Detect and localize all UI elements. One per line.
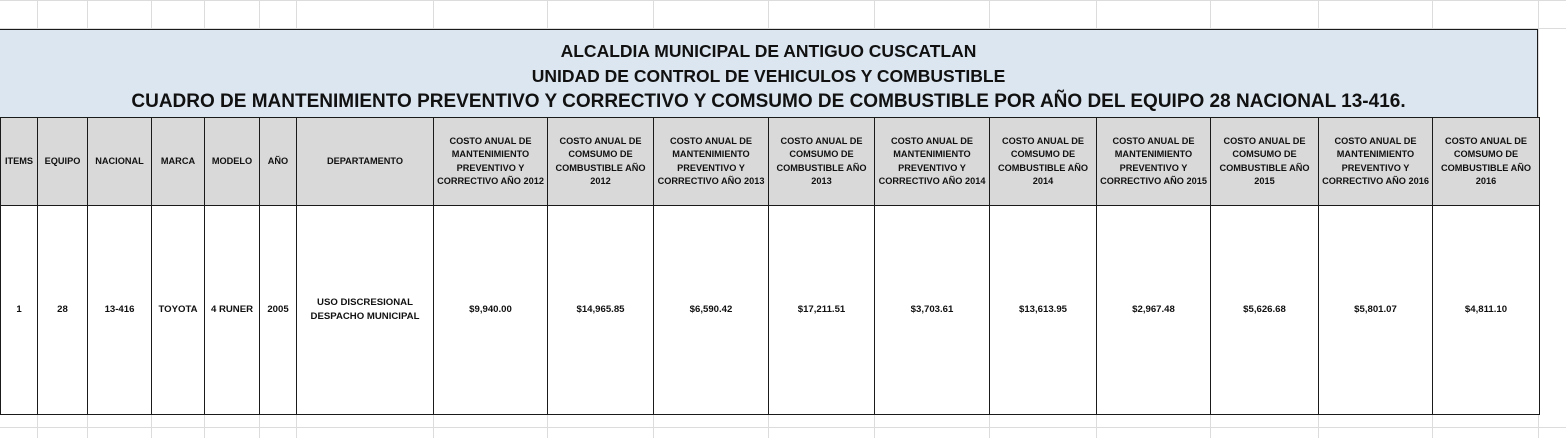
title-line-3: CUADRO DE MANTENIMIENTO PREVENTIVO Y CORRECTIVO Y COMSUMO DE COMBUSTIBLE POR AÑO DEL EQUIPO 28 NACIONAL 13-416. [131,91,1406,112]
cell-departamento[interactable]: USO DISCRESIONAL DESPACHO MUNICIPAL [297,206,434,415]
column-header-comb-2015[interactable]: COSTO ANUAL DE COMSUMO DE COMBUSTIBLE AÑO 2015 [1211,118,1319,206]
cell-nacional[interactable]: 13-416 [88,206,152,415]
cell-modelo[interactable]: 4 RUNER [205,206,260,415]
cell-anio[interactable]: 2005 [260,206,297,415]
table-header-row [1,118,1540,206]
column-header-modelo[interactable]: MODELO [205,118,260,206]
cell-comb-2013[interactable]: $17,211.51 [769,206,875,415]
cell-comb-2016[interactable]: $4,811.10 [1433,206,1540,415]
cell-mant-2012[interactable]: $9,940.00 [434,206,548,415]
column-header-equipo[interactable]: EQUIPO [38,118,88,206]
cell-comb-2015[interactable]: $5,626.68 [1211,206,1319,415]
cell-mant-2014[interactable]: $3,703.61 [875,206,990,415]
column-header-anio[interactable]: AÑO [260,118,297,206]
column-header-mant-2015[interactable]: COSTO ANUAL DE MANTENIMIENTO PREVENTIVO Y CORRECTIVO AÑO 2015 [1097,118,1211,206]
column-header-mant-2012[interactable]: COSTO ANUAL DE MANTENIMIENTO PREVENTIVO Y CORRECTIVO AÑO 2012 [434,118,548,206]
column-header-departamento[interactable]: DEPARTAMENTO [297,118,434,206]
column-header-mant-2013[interactable]: COSTO ANUAL DE MANTENIMIENTO PREVENTIVO Y CORRECTIVO AÑO 2013 [654,118,769,206]
title-line-2: UNIDAD DE CONTROL DE VEHICULOS Y COMBUSTIBLE [531,66,1006,86]
column-header-mant-2016[interactable]: COSTO ANUAL DE MANTENIMIENTO PREVENTIVO Y CORRECTIVO AÑO 2016 [1319,118,1433,206]
table-row [1,206,1540,415]
cell-comb-2014[interactable]: $13,613.95 [990,206,1097,415]
report-title-block [0,29,1538,117]
column-header-marca[interactable]: MARCA [152,118,205,206]
cell-mant-2015[interactable]: $2,967.48 [1097,206,1211,415]
column-header-items[interactable]: ITEMS [1,118,38,206]
cell-equipo[interactable]: 28 [38,206,88,415]
column-header-comb-2013[interactable]: COSTO ANUAL DE COMSUMO DE COMBUSTIBLE AÑO 2013 [769,118,875,206]
vehicle-cost-table [0,117,1540,415]
cell-mant-2013[interactable]: $6,590.42 [654,206,769,415]
cell-items[interactable]: 1 [1,206,38,415]
column-header-nacional[interactable]: NACIONAL [88,118,152,206]
column-header-comb-2012[interactable]: COSTO ANUAL DE COMSUMO DE COMBUSTIBLE AÑO 2012 [548,118,654,206]
cell-comb-2012[interactable]: $14,965.85 [548,206,654,415]
column-header-mant-2014[interactable]: COSTO ANUAL DE MANTENIMIENTO PREVENTIVO Y CORRECTIVO AÑO 2014 [875,118,990,206]
cell-marca[interactable]: TOYOTA [152,206,205,415]
column-header-comb-2014[interactable]: COSTO ANUAL DE COMSUMO DE COMBUSTIBLE AÑO 2014 [990,118,1097,206]
title-line-1: ALCALDIA MUNICIPAL DE ANTIGUO CUSCATLAN [560,41,977,61]
column-header-comb-2016[interactable]: COSTO ANUAL DE COMSUMO DE COMBUSTIBLE AÑO 2016 [1433,118,1540,206]
cell-mant-2016[interactable]: $5,801.07 [1319,206,1433,415]
